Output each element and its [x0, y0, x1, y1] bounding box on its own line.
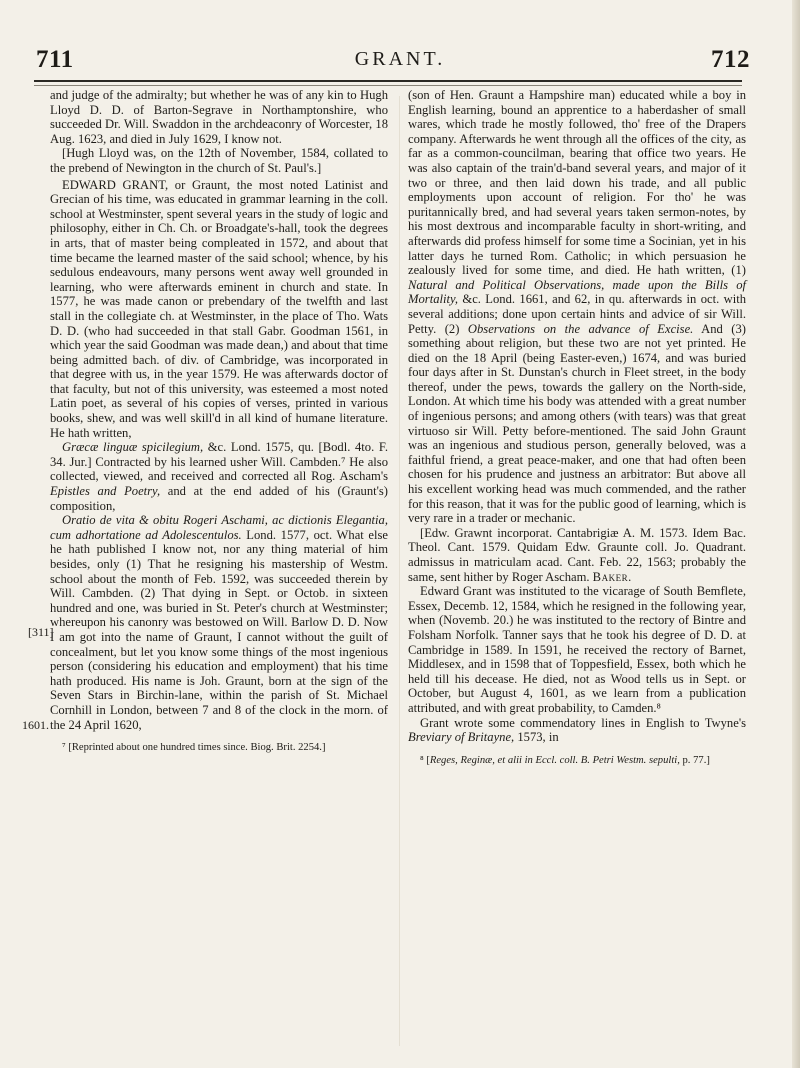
page-number-right: 712: [711, 46, 750, 73]
header-rule: [34, 80, 742, 82]
right-column: [408, 88, 746, 767]
page-header: [0, 38, 800, 78]
left-paragraph-2: [Hugh Lloyd was, on the 12th of November, 1584, collated to the prebend of Newington in the church of St. Paul's.]: [50, 146, 388, 175]
work-title-3: Oratio de vita & obitu Rogeri Aschami, ac dictionis Elegantia, cum adhortatione ad Adolescentulos.: [50, 513, 388, 542]
header-rule-thin: [34, 85, 742, 86]
right-paragraph-2-text: [Edw. Grawnt incorporat. Cantabrigiæ A. M. 1573. Idem Bac. Theol. Cant. 1579. Quidam Edw. Graunte coll. Jo. Quadrant. admissus in matriculam acad. Cant. Feb. 22, 1563; probably the same, sent hither by Roger Ascham.: [408, 525, 746, 584]
right-paragraph-4-text: Grant wrote some commendatory lines in English to Twyne's: [420, 715, 746, 730]
right-paragraph-1-text: (son of Hen. Graunt a Hampshire man) educated while a boy in English learning, bound an apprentice to a haberdasher of small wares, which trade he mostly followed, tho' free of the Drapers company. Afterwards he went through all the offices of the city, as far as a common-councilman, bearing that office two years. He was also captain of the train'd-band several years, and major of it two or three, and then laid down his trade, and all public employments upon account of religion. For tho' he was puritannically bred, and had several years taken sermon-notes, by his most dextrous and incomparable faculty in short-writing, and afterwards did profess himself for some time a Socinian, yet in his latter days he turned Rom. Catholic; in which persuasion he zealously lived for some time, and died. He hath written, (1): [408, 88, 746, 278]
left-paragraph-5-text: Lond. 1577, oct. What else he hath published I know not, nor any thing material of him besides, only (1) That he resigning his mastership of Westm. school about the month of Feb. 1592, was succeeded therein by Will. Cambden. (2) That dying in Sept. or Octob. in sixteen hundred and one, was buried in St. Peter's church at Westminster; whereupon his canonry was bestowed on Will. Barlow D. D. Now I am got into the name of Graunt, I cannot without the guilt of concealment, but let you know some things of the most ingenious person (considering his education and employment) that his time hath produced. His name is Joh. Graunt, born at the sign of the Seven Stars in Birchin-lane, within the parish of St. Michael Cornhill in London, between 7 and 8 of the clock in the morn. of the 24 April 1620,: [50, 527, 388, 732]
right-paragraph-4-text-b: 1573, in: [514, 730, 559, 745]
entry-name: EDWARD GRANT, or Graunt,: [62, 177, 231, 192]
right-paragraph-1-text-b: &c. Lond. 1661, and 62, in qu. afterwards in oct. with several additions; done upon certain hints and advice of sir Will. Petty. (2): [408, 292, 746, 336]
work-title-excise: Observations on the advance of Excise.: [467, 321, 694, 336]
right-paragraph-4: [408, 716, 746, 745]
footnote-8: [408, 755, 746, 767]
right-paragraph-2: [408, 526, 746, 584]
left-paragraph-4-text-b: and at the end added of his (Graunt's) composition,: [50, 484, 388, 513]
left-paragraph-3: [50, 178, 388, 441]
work-title-breviary: Breviary of Britayne,: [408, 730, 515, 745]
margin-note-year: 1601.: [22, 718, 49, 732]
running-title: GRANT.: [354, 48, 446, 70]
left-paragraph-3-text: the most noted Latinist and Grecian of his time, was educated in grammar learning in the coll. school at Westminster, spent several years in the study of logic and philosophy, either in Ch. Ch. or Broadgate's-hall, took the degrees in arts, that of master being compleated in 1572, and about that time became the learned master of the said school; whence, by his sedulous endeavours, many persons went away well grounded in learning, who were afterwards eminent in church and state. In 1577, he was made canon or prebendary of the twelfth and last stall in the collegiate ch. at Westminster, in the place of Tho. Wats D. D. (who had succeeded in that stall Gabr. Goodman 1561, in which year the said Goodman was made dean,) and about that time being admitted bach. of div. of Cambridge, was incorporated in that degree with us, in the year 1579. He was afterwards doctor of that faculty, but not of this university, was esteemed a most noted Latin poet, as several of his copies of verses, printed in various books, shew, and was well skill'd in all kind of humane literature. He hath written,: [50, 177, 389, 440]
footnote-8-close: p. 77.]: [679, 754, 710, 766]
left-paragraph-4: [50, 440, 388, 513]
left-paragraph-5: [50, 513, 388, 732]
left-paragraph-4-text: &c. Lond. 1575, qu. [Bodl. 4to. F. 34. Jur.] Contracted by his learned usher Will. Cambden.⁷ He also collected, viewed, and received and corrected all Rog. Ascham's: [50, 440, 388, 484]
footnote-8-open: ⁸ [: [420, 754, 430, 766]
column-gutter: [399, 96, 400, 1046]
work-title-natural-observations: Natural and Political Observations, made upon the Bills of Mortality,: [408, 277, 746, 307]
work-title: Græcæ linguæ spicilegium,: [62, 440, 204, 455]
page-number-left: 711: [36, 46, 74, 73]
right-paragraph-3: Edward Grant was instituted to the vicarage of South Bemflete, Essex, Decemb. 12, 1584, which he resigned in the following year, when (Novemb. 20.) he was instituted to the rectory of Bintre and Folsham Norfolk. Tanner says that he took his degree of D. D. at Cambridge in 1589. In 1591, he received the rectory of Barnet, Middlesex, and in 1598 that of Toppesfield, Essex, both which he held till his decease. He died, not as Wood tells us in Sept. or October, but August 4, 1601, as we learn from a publication attributed, and with great probability, to Camden.⁸: [408, 584, 746, 715]
left-column: [50, 88, 388, 754]
right-paragraph-1: [408, 88, 746, 526]
source-baker: Baker.: [592, 569, 632, 584]
left-paragraph-1: and judge of the admiralty; but whether he was of any kin to Hugh Lloyd D. D. of Barton-Segrave in Northamptonshire, who succeeded Dr. Will. Swaddon in the archdeaconry of Worcester, 18 Aug. 1623, and died in July 1629, I know not.: [50, 88, 388, 146]
footnote-7: ⁷ [Reprinted about one hundred times since. Biog. Brit. 2254.]: [62, 742, 326, 754]
margin-note-page-ref: [311]: [28, 625, 54, 639]
right-paragraph-1-text-c: And (3) something about religion, but these two are not yet printed. He died on the 18 April (being Easter-even,) 1674, and was buried four days after in St. Dunstan's church in Fleet street, in the body thereof, under the pews, towards the gallery on the North-side, London. At which time his body was attended with a great number of ingenious persons; and among others (with tears) was that great virtuoso sir Will. Petty before-mentioned. The said John Graunt was an ingenious and studious person, generally beloved, was a faithful friend, a great peace-maker, and one that had often been chosen for his prudence and justness an arbitrator: But above all his excellent working head was much commended, and the rather for this reason, that it was for the public good of learning, which is very rare in a trader or mechanic.: [408, 321, 746, 526]
page-edge: [792, 0, 800, 1068]
work-title-2: Epistles and Poetry,: [50, 484, 161, 499]
footnote-8-title: Reges, Reginæ, et alii in Eccl. coll. B. Petri Westm. sepulti,: [429, 754, 680, 766]
